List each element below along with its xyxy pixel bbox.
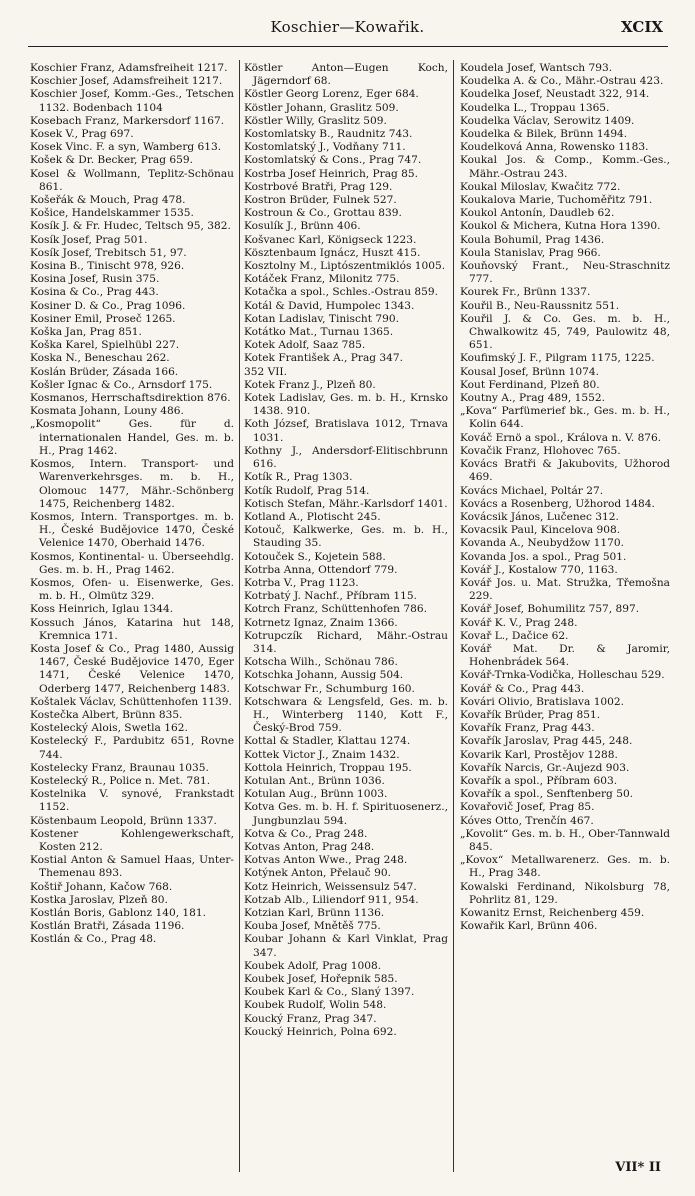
directory-entry: Kotan Ladislav, Tinischt 790. (244, 312, 399, 325)
directory-entry: Kovář Mat. Dr. & Jaromir, Hohenbrádek 564. (460, 642, 670, 669)
directory-entry: Koschier Franz, Adamsfreiheit 1217. (30, 62, 228, 74)
directory-entry: Koukol & Michera, Kutna Hora 1390. (460, 220, 661, 233)
directory-entry: Koula Stanislav, Prag 966. (460, 246, 601, 259)
directory-entry: Kostelecký F., Pardubitz 651, Rovne 744. (30, 735, 234, 761)
directory-entry: Koth József, Bratislava 1012, Trnava 1031. (244, 418, 448, 444)
directory-entry: Kovařík a spol., Senftenberg 50. (460, 788, 634, 801)
directory-entry: Kotschwara & Lengsfeld, Ges. m. b. H., Winterberg 1140, Kott F., Český-Brod 759. (244, 695, 448, 735)
directory-entry: Koudelka Josef, Neustadt 322, 914. (460, 88, 650, 101)
directory-entry: Kotátko Mat., Turnau 1365. (244, 326, 394, 339)
directory-entry: Kotál & David, Humpolec 1343. (244, 299, 415, 312)
directory-entry: Koudelka L., Troppau 1365. (460, 101, 610, 114)
directory-entry: Kovács Bratři & Jakubovits, Užhorod 469. (460, 458, 670, 484)
directory-entry: Koschier Josef, Adamsfreiheit 1217. (30, 75, 223, 88)
directory-entry: Kosmos, Ofen- u. Eisenwerke, Ges. m. b. H., Olmütz 329. (30, 576, 234, 603)
directory-entry: Kovanda Jos. a spol., Prag 501. (460, 550, 627, 563)
directory-entry: Kostečka Albert, Brünn 835. (30, 708, 183, 721)
directory-entry: Kotscha Wilh., Schönau 786. (244, 656, 398, 669)
directory-entry: Kothny J., Andersdorf-Elitischbrunn 616. (244, 444, 448, 471)
directory-entry: Koska N., Beneschau 262. (30, 352, 170, 365)
directory-entry: Kowanitz Ernst, Reichenberg 459. (460, 907, 645, 919)
directory-entry: Kotzian Karl, Brünn 1136. (244, 907, 385, 919)
directory-entry: Kotulan Aug., Brünn 1003. (244, 788, 388, 801)
directory-entry: Kotrba V., Prag 1123. (244, 576, 359, 589)
directory-entry: Koudelka A. & Co., Mähr.-Ostrau 423. (460, 75, 664, 88)
directory-entry: Kovář-Trnka-Vodička, Holleschau 529. (460, 669, 665, 682)
directory-entry: Kout Ferdinand, Plzeň 80. (460, 378, 600, 391)
directory-entry: Kotland A., Plotischt 245. (244, 510, 381, 523)
directory-entry: Kotouček S., Kojetein 588. (244, 550, 386, 563)
directory-entry: Köstler Georg Lorenz, Eger 684. (244, 88, 419, 101)
directory-entry: Kovář Jos. u. Mat. Stružka, Třemošna 229. (460, 576, 670, 603)
directory-entry: Kosík Josef, Trebitsch 51, 97. (30, 246, 187, 259)
directory-entry: Kotouč, Kalkwerke, Ges. m. b. H., Stauding 35. (244, 524, 448, 550)
directory-entry: Kostomlatsky B., Raudnitz 743. (244, 128, 413, 141)
directory-entry: Kostelecký Alois, Swetla 162. (30, 722, 188, 735)
directory-entry: Kováč Ernö a spol., Králova n. V. 876. (460, 431, 662, 444)
directory-entry: Kostrbové Bratři, Prag 129. (244, 180, 393, 193)
directory-entry: Kotrba Anna, Ottendorf 779. (244, 563, 398, 576)
directory-entry: Koubek Adolf, Prag 1008. (244, 959, 382, 972)
directory-entry: Košice, Handelskammer 1535. (30, 207, 194, 220)
directory-entry: Koubek Josef, Hořepnik 585. (244, 973, 398, 986)
directory-entry: Kostlán Boris, Gablonz 140, 181. (30, 907, 207, 919)
directory-entry: Kottola Heinrich, Troppau 195. (244, 761, 412, 774)
directory-entry: Kostelecký R., Police n. Met. 781. (30, 774, 211, 787)
column-right (460, 62, 670, 1162)
directory-entry: Kotík Rudolf, Prag 514. (244, 484, 370, 497)
directory-entry: Kosta Josef & Co., Prag 1480, Aussig 1467, České Budějovice 1470, Eger 1471, České Velenice 1470, Oderberg 1477, Reichenberg 1483. (30, 642, 234, 695)
directory-entry: „Kosmopolit“ Ges. für d. internationalen Handel, Ges. m. b. H., Prag 1462. (30, 418, 234, 457)
directory-entry: Kottal & Stadler, Klattau 1274. (244, 735, 411, 748)
directory-entry: „Kovolit“ Ges. m. b. H., Ober-Tannwald 845. (460, 827, 670, 853)
directory-entry: Kovácsik János, Lučenec 312. (460, 510, 619, 523)
directory-entry: Kosík J. & Fr. Hudec, Teltsch 95, 382. (30, 220, 231, 233)
directory-entry: Kowalski Ferdinand, Nikolsburg 78, Pohrlitz 81, 129. (460, 880, 670, 906)
directory-entry: Kostlán Bratři, Zásada 1196. (30, 920, 185, 933)
directory-entry: Kosina & Co., Prag 443. (30, 286, 159, 299)
directory-entry: Kostrba Josef Heinrich, Prag 85. (244, 167, 419, 180)
directory-entry: Kovács Michael, Poltár 27. (460, 484, 604, 497)
directory-entry: Kosulík J., Brünn 406. (244, 220, 361, 233)
directory-entry: Kotek Ladislav, Ges. m. b. H., Krnsko 1438. 910. (244, 392, 448, 418)
directory-entry: Kosiner Emil, Proseč 1265. (30, 312, 176, 325)
directory-entry: Kouňovský Frant., Neu-Straschnitz 777. (460, 260, 670, 286)
directory-entry: Kosek V., Prag 697. (30, 128, 134, 141)
directory-entry: Kowařik Karl, Brünn 406. (460, 920, 598, 933)
directory-entry: Kotrbatý J. Nachf., Příbram 115. (244, 590, 417, 603)
directory-entry: Koutny A., Prag 489, 1552. (460, 392, 605, 405)
directory-entry: Kostelecky Franz, Braunau 1035. (30, 761, 209, 774)
directory-entry: Kostomlatský J., Vodňany 711. (244, 141, 406, 154)
directory-entry: Kovař L., Dačice 62. (460, 629, 569, 642)
directory-entry: Kotschwar Fr., Schumburg 160. (244, 682, 415, 695)
directory-entry: Koufimský J. F., Pilgram 1175, 1225. (460, 352, 655, 365)
directory-entry: Kotz Heinrich, Weissensulz 547. (244, 880, 417, 893)
directory-entry: Kostroun & Co., Grottau 839. (244, 207, 402, 220)
directory-entry: Kovařík a spol., Příbram 603. (460, 774, 618, 787)
directory-entry: Kotulan Ant., Brünn 1036. (244, 774, 385, 787)
directory-entry: Kotva Ges. m. b. H. f. Spirituosenerz., Jungbunzlau 594. (244, 801, 448, 827)
directory-entry: Kotisch Stefan, Mähr.-Karlsdorf 1401. (244, 497, 448, 510)
directory-entry: Kosina Josef, Rusin 375. (30, 273, 160, 286)
directory-entry: Koukalova Marie, Tuchoměřitz 791. (460, 194, 653, 207)
directory-entry: Kovář K. V., Prag 248. (460, 616, 578, 629)
directory-entry: Kotek Franz J., Plzeň 80. (244, 378, 376, 391)
directory-entry: Koubek Karl & Co., Slaný 1397. (244, 986, 415, 999)
directory-entry: 352 VII. (244, 365, 287, 378)
directory-entry: „Kovox“ Metallwarenerz. Ges. m. b. H., Prag 348. (460, 854, 670, 880)
directory-entry: Kovári Olivio, Bratislava 1002. (460, 695, 625, 708)
directory-entry: Kotzab Alb., Liliendorf 911, 954. (244, 893, 419, 906)
directory-entry: Košvanec Karl, Königseck 1223. (244, 233, 417, 246)
directory-entry: Kovács a Rosenberg, Užhorod 1484. (460, 497, 655, 510)
header-rule (28, 46, 668, 47)
directory-entry: Kotrch Franz, Schüttenhofen 786. (244, 603, 427, 616)
directory-entry: Kostomlatský & Cons., Prag 747. (244, 154, 422, 167)
directory-entry: Kotva & Co., Prag 248. (244, 827, 368, 840)
directory-entry: Kouba Josef, Mnětěš 775. (244, 920, 381, 933)
directory-entry: Koula Bohumil, Prag 1436. (460, 233, 605, 246)
directory-entry: Köstenbaum Leopold, Brünn 1337. (30, 814, 217, 827)
directory-entry: Kovář J., Kostalow 770, 1163. (460, 563, 618, 576)
directory-entry: Kossuch János, Katarina hut 148, Kremnica 171. (30, 616, 234, 642)
directory-entry: Kosiner D. & Co., Prag 1096. (30, 299, 186, 312)
directory-entry: Kovanda A., Neubydžow 1170. (460, 537, 624, 550)
directory-entry: Kosmata Johann, Louny 486. (30, 405, 184, 418)
directory-entry: Kosina B., Tinischt 978, 926. (30, 260, 185, 273)
directory-entry: Kosel & Wollmann, Teplitz-Schönau 861. (30, 167, 234, 193)
directory-entry: Kouřil B., Neu-Raussnitz 551. (460, 299, 620, 312)
directory-entry: Koštalek Václav, Schüttenhofen 1139. (30, 695, 232, 708)
directory-entry: Kouřil J. & Co. Ges. m. b. H., Chwalkowitz 45, 749, Paulowitz 48, 651. (460, 312, 670, 352)
directory-entry: Košeřák & Mouch, Prag 478. (30, 194, 186, 207)
directory-entry: Kostka Jaroslav, Plzeň 80. (30, 893, 168, 906)
directory-entry: Koudelka & Bilek, Brünn 1494. (460, 128, 628, 141)
directory-entry: Koukal Miloslav, Kwačitz 772. (460, 180, 621, 193)
directory-entry: Köstler Willy, Graslitz 509. (244, 114, 387, 127)
directory-entry: Kosztolny M., Liptószentmiklós 1005. (244, 260, 446, 273)
directory-entry: Kotáček Franz, Milonitz 775. (244, 273, 400, 286)
directory-entry: Koudela Josef, Wantsch 793. (460, 62, 613, 74)
directory-entry: Koubar Johann & Karl Vinklat, Prag 347. (244, 933, 448, 959)
directory-entry: Koudelková Anna, Rowensko 1183. (460, 141, 649, 154)
directory-entry: Kousal Josef, Brünn 1074. (460, 365, 599, 378)
directory-entry: Kosmos, Intern. Transport- und Warenverkehrsges. m. b. H., Olomouc 1477, Mähr.-Schönberg 1475, Reichenberg 1482. (30, 458, 234, 510)
directory-entry: Kosík Josef, Prag 501. (30, 233, 148, 246)
directory-entry: Koštiř Johann, Kačow 768. (30, 880, 173, 893)
directory-entry: Kostron Brüder, Fulnek 527. (244, 194, 397, 207)
directory-entry: Kotačka a spol., Schles.-Ostrau 859. (244, 286, 438, 299)
directory-entry: Kosmanos, Herrschaftsdirektion 876. (30, 392, 231, 405)
directory-entry: Kovarik Karl, Prostějov 1288. (460, 748, 618, 761)
directory-entry: Koukol Antonín, Daudleb 62. (460, 207, 615, 220)
directory-entry: Kostelnika V. synové, Frankstadt 1152. (30, 788, 234, 814)
signature-mark: VII* II (615, 1160, 661, 1175)
directory-entry: Kovařovič Josef, Prag 85. (460, 801, 595, 814)
directory-entry: Kostener Kohlengewerkschaft, Kosten 212. (30, 827, 234, 853)
directory-entry: Koukal Jos. & Comp., Komm.-Ges., Mähr.-Ostrau 243. (460, 154, 670, 180)
directory-entry: Kotschka Johann, Aussig 504. (244, 669, 404, 682)
directory-entry: Koška Karel, Spielhübl 227. (30, 339, 180, 352)
directory-entry: Kourek Fr., Brünn 1337. (460, 286, 591, 299)
directory-entry: Kotek Adolf, Saaz 785. (244, 339, 366, 352)
page-header (0, 18, 695, 40)
directory-entry: Kosebach Franz, Markersdorf 1167. (30, 114, 225, 127)
directory-entry: Koucký Heinrich, Polna 692. (244, 1025, 397, 1038)
directory-entry: Kotrupczík Richard, Mähr.-Ostrau 314. (244, 629, 448, 655)
page-title: Koschier—Kowařik. (270, 18, 425, 36)
directory-entry: Kosek Vinc. F. a syn, Wamberg 613. (30, 141, 222, 154)
directory-entry: Köstler Anton—Eugen Koch, Jägerndorf 68. (244, 62, 448, 88)
directory-entry: Kovařík Jaroslav, Prag 445, 248. (460, 735, 633, 748)
directory-entry: „Kova“ Parfümerief bk., Ges. m. b. H., Kolin 644. (460, 405, 670, 431)
directory-entry: Košek & Dr. Becker, Prag 659. (30, 154, 193, 167)
directory-entry: Kotvas Anton Wwe., Prag 248. (244, 854, 408, 867)
directory-entry: Kovář & Co., Prag 443. (460, 682, 585, 695)
directory-entry: Kovacsik Paul, Kincelova 908. (460, 524, 621, 537)
directory-entry: Kovář Josef, Bohumilitz 757, 897. (460, 603, 640, 616)
directory-entry: Kostlán & Co., Prag 48. (30, 933, 157, 946)
directory-entry: Koška Jan, Prag 851. (30, 326, 142, 339)
directory-entry: Kotvas Anton, Prag 248. (244, 840, 375, 853)
directory-entry: Kovařík Franz, Prag 443. (460, 722, 595, 735)
directory-entry: Koudelka Václav, Serowitz 1409. (460, 114, 635, 127)
directory-entry: Koucký Franz, Prag 347. (244, 1012, 377, 1025)
directory-entry: Kóves Otto, Trenčín 467. (460, 814, 594, 827)
directory-entry: Koubek Rudolf, Wolin 548. (244, 999, 387, 1012)
directory-entry: Kotík R., Prag 1303. (244, 471, 353, 484)
directory-entry: Kovařík Brüder, Prag 851. (460, 708, 601, 721)
column-left (30, 62, 234, 1162)
column-middle (244, 62, 448, 1162)
directory-entry: Koslán Brüder, Zásada 166. (30, 365, 179, 378)
directory-entry: Kovařík Narcis, Gr.-Aujezd 903. (460, 761, 630, 774)
directory-entry: Kosmos, Kontinental- u. Überseehdlg. Ges. m. b. H., Prag 1462. (30, 550, 234, 576)
directory-entry: Koss Heinrich, Iglau 1344. (30, 603, 174, 616)
directory-columns (30, 62, 670, 1162)
directory-entry: Kottek Victor J., Znaim 1432. (244, 748, 400, 761)
directory-entry: Kotek František A., Prag 347. (244, 352, 404, 365)
directory-entry: Kosmos, Intern. Transportges. m. b. H., České Budějovice 1470, České Velenice 1470, Oberhaid 1476. (30, 510, 234, 550)
directory-entry: Kotýnek Anton, Přelauč 90. (244, 867, 391, 880)
directory-entry: Kösztenbaum Ignácz, Huszt 415. (244, 246, 421, 259)
directory-entry: Koschier Josef, Komm.-Ges., Tetschen 1132. Bodenbach 1104 (30, 88, 234, 114)
directory-entry: Köstler Johann, Graslitz 509. (244, 101, 399, 114)
directory-entry: Kovačik Franz, Hlohovec 765. (460, 444, 621, 457)
directory-entry: Kotrnetz Ignaz, Znaim 1366. (244, 616, 398, 629)
directory-entry: Kostial Anton & Samuel Haas, Unter-Themenau 893. (30, 854, 234, 880)
directory-entry: Košler Ignac & Co., Arnsdorf 175. (30, 378, 213, 391)
page-number: XCIX (621, 18, 663, 36)
